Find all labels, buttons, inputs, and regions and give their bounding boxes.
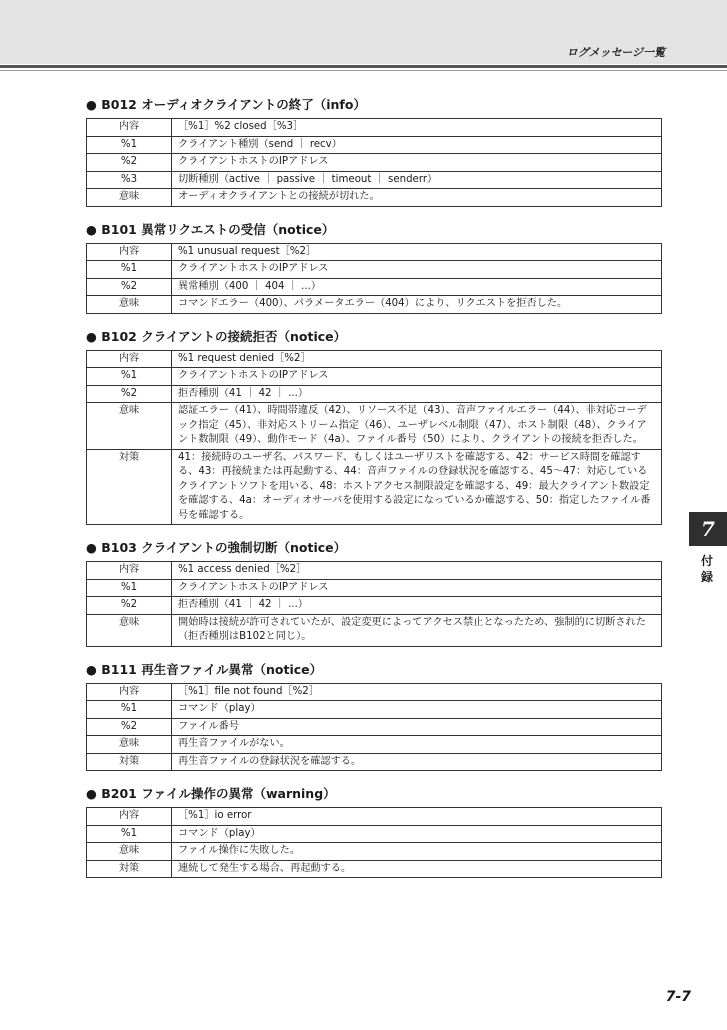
section-title: ● B111 再生音ファイル異常（notice） bbox=[86, 661, 323, 677]
row-key: %1 bbox=[87, 701, 172, 719]
row-value: %1 unusual request［%2］ bbox=[172, 243, 662, 261]
row-key: 意味 bbox=[87, 296, 172, 314]
table-row bbox=[87, 562, 662, 580]
table-row bbox=[87, 825, 662, 843]
table-row bbox=[87, 449, 662, 525]
row-value: クライアント種別（send ｜ recv） bbox=[172, 136, 662, 154]
log-section-b102 bbox=[86, 328, 662, 526]
table-row bbox=[87, 278, 662, 296]
row-key: 内容 bbox=[87, 243, 172, 261]
table-row bbox=[87, 189, 662, 207]
row-key: 意味 bbox=[87, 614, 172, 646]
row-key: 意味 bbox=[87, 736, 172, 754]
row-key: %2 bbox=[87, 385, 172, 403]
log-section-b101 bbox=[86, 221, 662, 314]
row-value: 切断種別（active ｜ passive ｜ timeout ｜ senderr） bbox=[172, 171, 662, 189]
table-row bbox=[87, 736, 662, 754]
row-key: 意味 bbox=[87, 403, 172, 450]
row-key: 意味 bbox=[87, 189, 172, 207]
row-value: 再生音ファイルがない。 bbox=[172, 736, 662, 754]
row-value: %1 access denied［%2］ bbox=[172, 562, 662, 580]
table-row bbox=[87, 753, 662, 771]
row-value: コマンド（play） bbox=[172, 825, 662, 843]
row-key: %1 bbox=[87, 825, 172, 843]
table-row bbox=[87, 579, 662, 597]
row-value: 開始時は接続が許可されていたが、設定変更によってアクセス禁止となったため、強制的に切断された（拒否種別はB102と同じ）。 bbox=[172, 614, 662, 646]
table-row bbox=[87, 614, 662, 646]
table-row bbox=[87, 350, 662, 368]
row-value: クライアントホストのIPアドレス bbox=[172, 579, 662, 597]
row-value: 認証エラー（41）、時間帯違反（42）、リソース不足（43）、音声ファイルエラー（44）、非対応コーデック指定（45）、非対応ストリーム指定（46）、ユーザレベル制限（47）、ホスト制限（48）、クライアント数制限（49）、動作モード（4a）、ファイル番号（50）により、クライアントの接続を拒否した。 bbox=[172, 403, 662, 450]
row-value: クライアントホストのIPアドレス bbox=[172, 154, 662, 172]
log-section-b012 bbox=[86, 96, 662, 207]
row-key: %2 bbox=[87, 718, 172, 736]
row-key: 内容 bbox=[87, 119, 172, 137]
row-key: 内容 bbox=[87, 350, 172, 368]
row-value: ［%1］file not found［%2］ bbox=[172, 683, 662, 701]
log-section-b103 bbox=[86, 539, 662, 647]
row-value: クライアントホストのIPアドレス bbox=[172, 261, 662, 279]
log-table bbox=[86, 243, 662, 314]
section-title: ● B201 ファイル操作の異常（warning） bbox=[86, 786, 336, 801]
table-row bbox=[87, 403, 662, 450]
row-key: %1 bbox=[87, 261, 172, 279]
document-body bbox=[86, 96, 662, 892]
table-row bbox=[87, 597, 662, 615]
row-value: 41：接続時のユーザ名、パスワード、もしくはユーザリストを確認する、42：サービス時間を確認する、43：再接続または再起動する、44：音声ファイルの登録状況を確認する、45～47：対応しているクライアントソフトを用いる、48：ホストアクセス制限設定を確認する、49：最大クライアント数設定を確認する、4a：オーディオサーバを使用する設定になっているか確認する、50：指定したファイル番号を確認する。 bbox=[172, 449, 662, 525]
row-value: クライアントホストのIPアドレス bbox=[172, 368, 662, 386]
row-key: %1 bbox=[87, 368, 172, 386]
table-row bbox=[87, 860, 662, 878]
row-key: 対策 bbox=[87, 860, 172, 878]
log-table bbox=[86, 807, 662, 878]
row-value: コマンドエラー（400）、パラメータエラー（404）により、リクエストを拒否した。 bbox=[172, 296, 662, 314]
header-rule bbox=[0, 65, 727, 68]
row-value: ファイル番号 bbox=[172, 718, 662, 736]
row-value: 再生音ファイルの登録状況を確認する。 bbox=[172, 753, 662, 771]
table-row bbox=[87, 171, 662, 189]
log-section-b201 bbox=[86, 785, 662, 878]
row-key: 対策 bbox=[87, 753, 172, 771]
table-row bbox=[87, 701, 662, 719]
table-row bbox=[87, 154, 662, 172]
row-key: 意味 bbox=[87, 843, 172, 861]
page-header-title: ログメッセージ一覧 bbox=[566, 46, 665, 59]
table-row bbox=[87, 368, 662, 386]
table-row bbox=[87, 843, 662, 861]
table-row bbox=[87, 385, 662, 403]
table-row bbox=[87, 296, 662, 314]
table-row bbox=[87, 718, 662, 736]
table-row bbox=[87, 119, 662, 137]
chapter-label: 付録 bbox=[700, 554, 713, 584]
table-row bbox=[87, 136, 662, 154]
row-key: 対策 bbox=[87, 449, 172, 525]
row-value: ファイル操作に失敗した。 bbox=[172, 843, 662, 861]
row-key: 内容 bbox=[87, 562, 172, 580]
row-key: 内容 bbox=[87, 683, 172, 701]
row-value: 異常種別（400 ｜ 404 ｜ ...） bbox=[172, 278, 662, 296]
section-title: ● B103 クライアントの強制切断（notice） bbox=[86, 540, 347, 555]
log-section-b111 bbox=[86, 661, 662, 772]
row-key: %2 bbox=[87, 278, 172, 296]
row-key: %1 bbox=[87, 136, 172, 154]
row-value: %1 request denied［%2］ bbox=[172, 350, 662, 368]
section-title: ● B012 オーディオクライアントの終了（info） bbox=[86, 97, 366, 112]
row-value: ［%1］io error bbox=[172, 808, 662, 826]
section-title: ● B102 クライアントの接続拒否（notice） bbox=[86, 328, 347, 344]
row-key: %1 bbox=[87, 579, 172, 597]
row-value: 拒否種別（41 ｜ 42 ｜ ...） bbox=[172, 385, 662, 403]
log-table bbox=[86, 118, 662, 207]
page-number: 7-7 bbox=[665, 989, 691, 1005]
row-key: %2 bbox=[87, 154, 172, 172]
section-title: ● B101 異常リクエストの受信（notice） bbox=[86, 221, 335, 237]
row-value: 拒否種別（41 ｜ 42 ｜ ...） bbox=[172, 597, 662, 615]
table-row bbox=[87, 683, 662, 701]
log-table bbox=[86, 683, 662, 772]
chapter-tab: 7 bbox=[689, 512, 727, 546]
log-table bbox=[86, 350, 662, 526]
row-key: 内容 bbox=[87, 808, 172, 826]
table-row bbox=[87, 808, 662, 826]
row-value: オーディオクライアントとの接続が切れた。 bbox=[172, 189, 662, 207]
row-key: %3 bbox=[87, 171, 172, 189]
table-row bbox=[87, 261, 662, 279]
row-value: 連続して発生する場合、再起動する。 bbox=[172, 860, 662, 878]
log-table bbox=[86, 561, 662, 647]
row-key: %2 bbox=[87, 597, 172, 615]
row-value: ［%1］%2 closed［%3］ bbox=[172, 119, 662, 137]
table-row bbox=[87, 243, 662, 261]
header-rule-thin bbox=[0, 70, 727, 71]
row-value: コマンド（play） bbox=[172, 701, 662, 719]
